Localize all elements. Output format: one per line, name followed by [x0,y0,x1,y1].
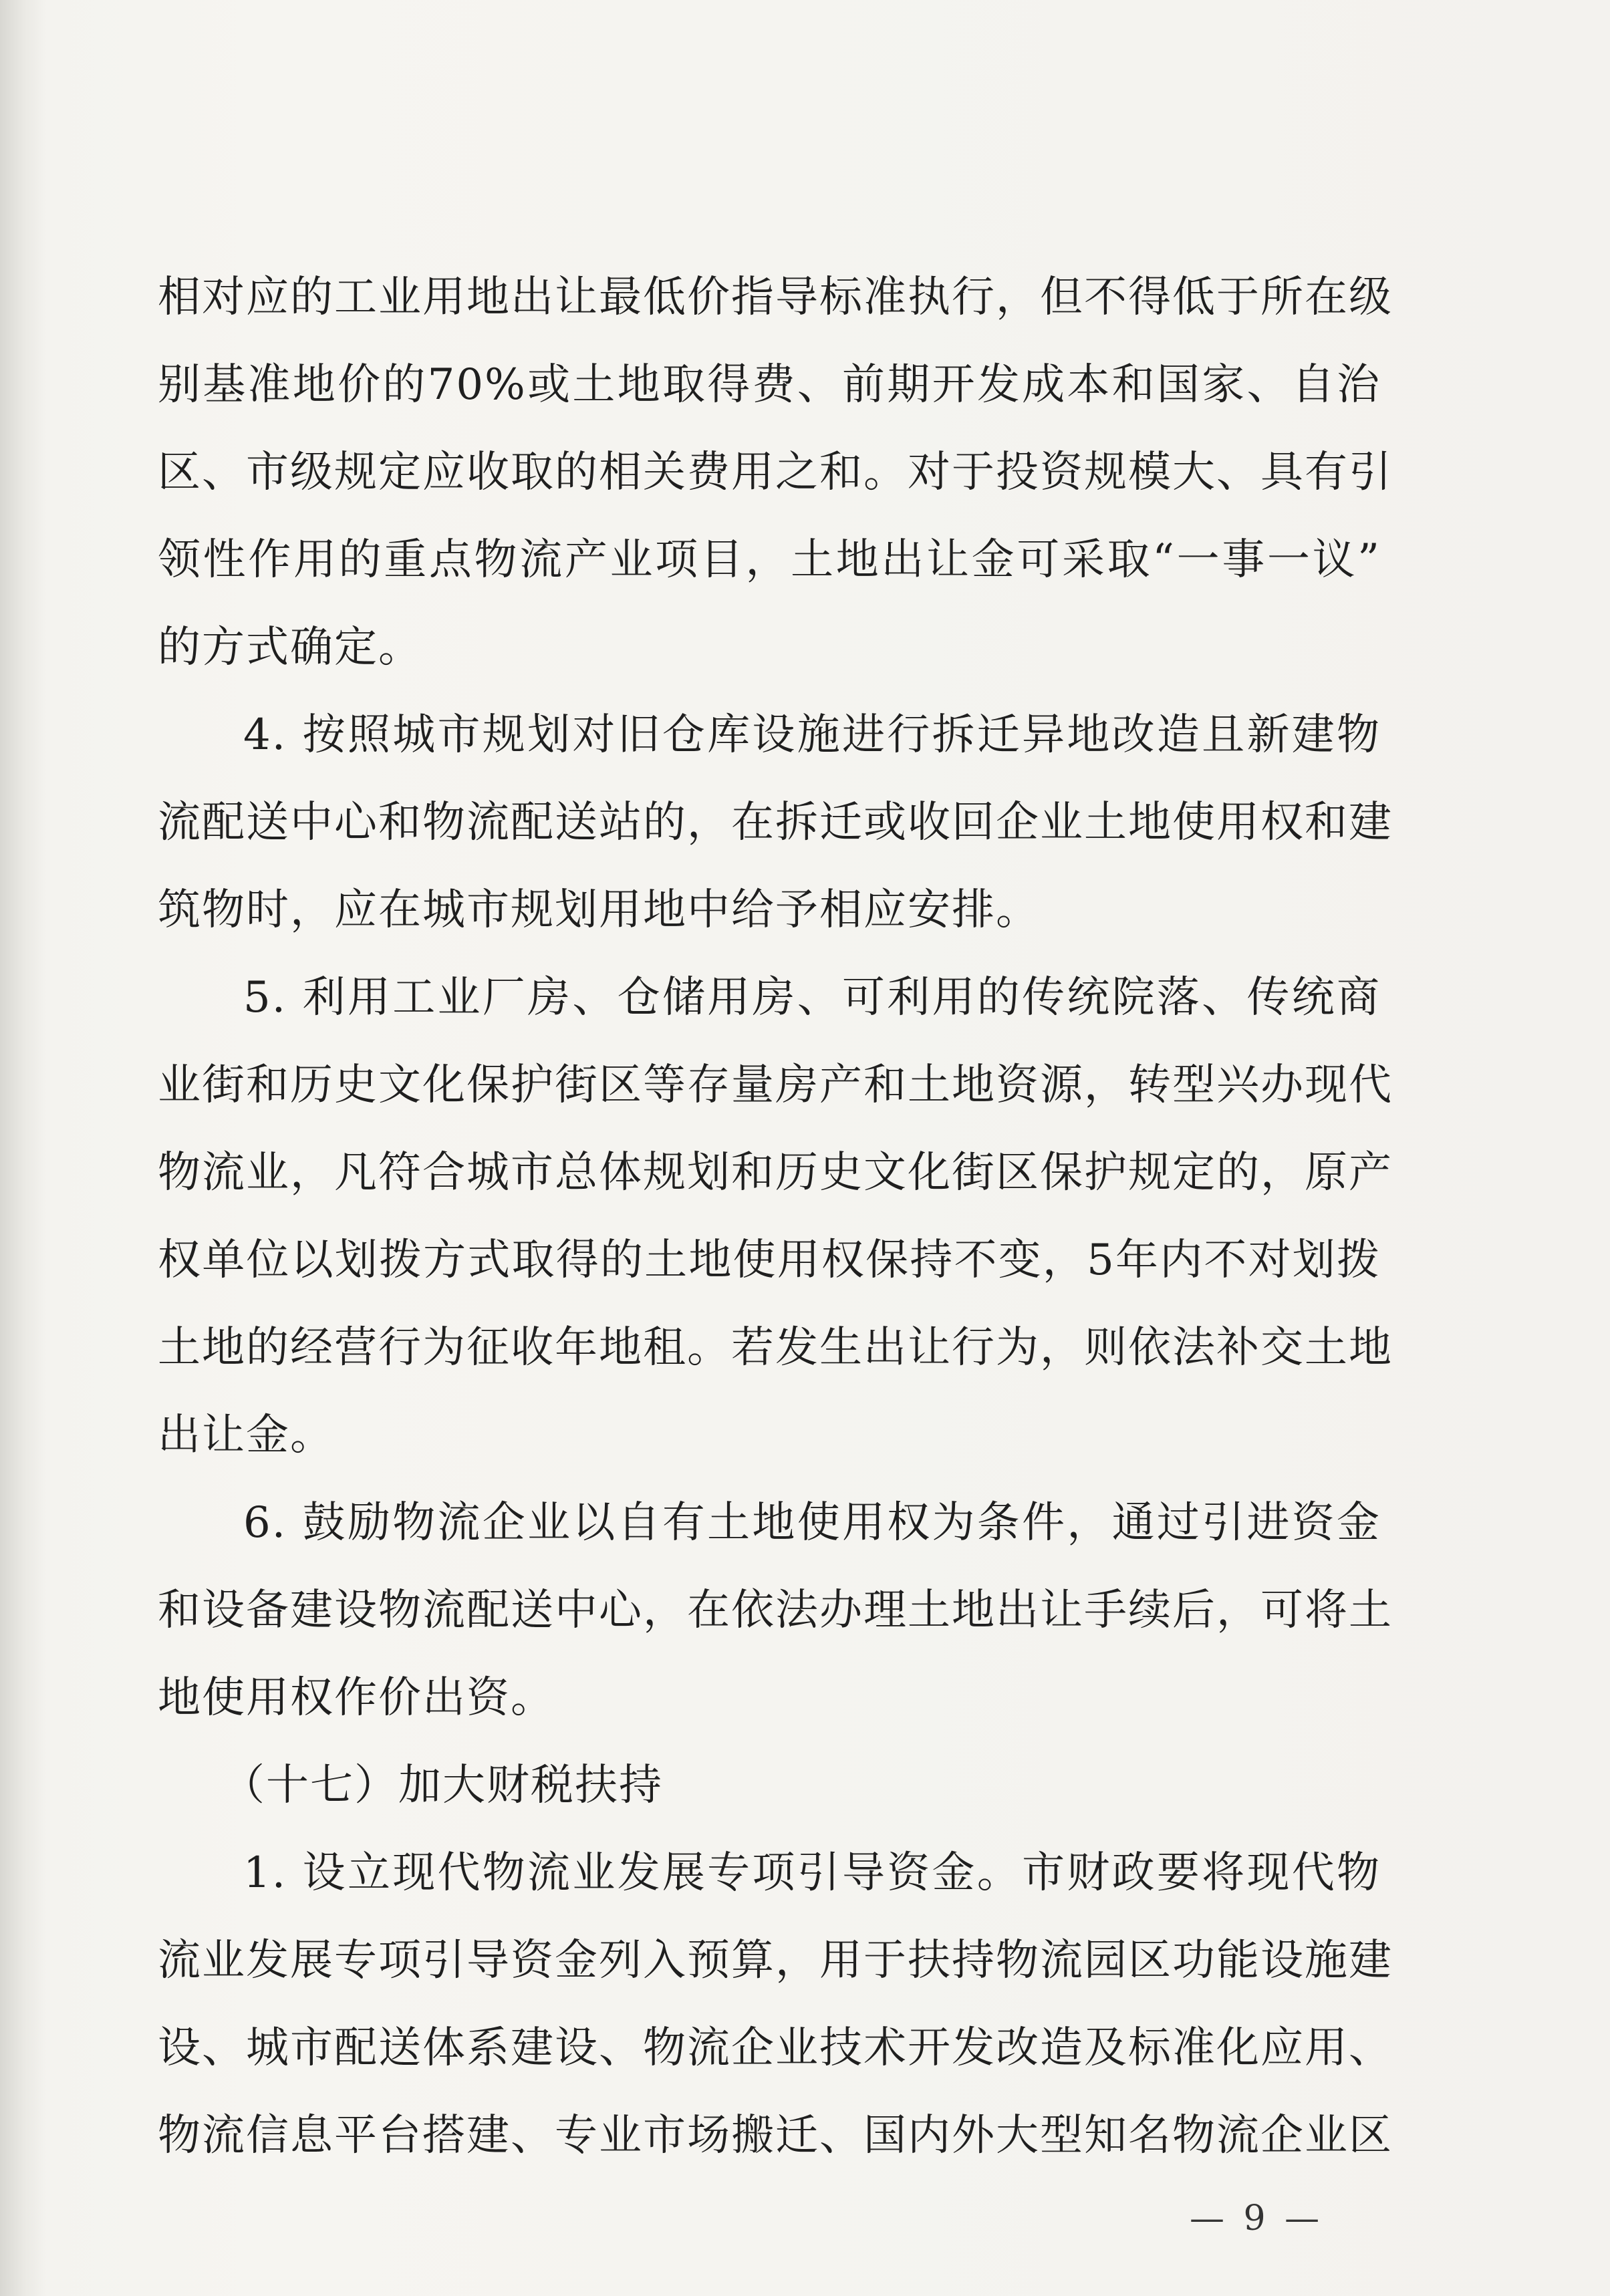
text-line: 别基准地价的70%或土地取得费、前期开发成本和国家、自治 [158,360,1381,410]
text-line: 相对应的工业用地出让最低价指导标准执行，但不得低于所在级 [158,273,1393,322]
section-heading: （十七）加大财税扶持 [222,1761,663,1810]
text-line: 业街和历史文化保护街区等存量房产和土地资源，转型兴办现代 [158,1060,1393,1110]
text-line: 地使用权作价出资。 [158,1673,555,1723]
page-number: — 9 — [1190,2198,1324,2239]
text-line: 出让金。 [158,1411,334,1460]
text-line: 流配送中心和物流配送站的，在拆迁或收回企业土地使用权和建 [158,798,1393,847]
paragraph-start: 1. 设立现代物流业发展专项引导资金。市财政要将现代物 [243,1848,1381,1898]
text-line: 筑物时，应在城市规划用地中给予相应安排。 [158,885,1040,935]
text-line: 和设备建设物流配送中心，在依法办理土地出让手续后，可将土 [158,1586,1393,1635]
text-line: 物流业，凡符合城市总体规划和历史文化街区保护规定的，原产 [158,1148,1393,1197]
text-line: 领性作用的重点物流产业项目，土地出让金可采取“一事一议” [158,535,1381,585]
text-line: 区、市级规定应收取的相关费用之和。对于投资规模大、具有引 [158,448,1393,497]
text-line: 物流信息平台搭建、专业市场搬迁、国内外大型知名物流企业区 [158,2111,1393,2160]
text-line: 土地的经营行为征收年地租。若发生出让行为，则依法补交土地 [158,1323,1393,1373]
paragraph-start: 6. 鼓励物流企业以自有土地使用权为条件，通过引进资金 [243,1498,1381,1548]
body-text [158,254,1393,2180]
binding-edge [0,0,47,2296]
text-line: 设、城市配送体系建设、物流企业技术开发改造及标准化应用、 [158,2023,1393,2073]
text-line: 流业发展专项引导资金列入预算，用于扶持物流园区功能设施建 [158,1936,1393,1985]
paragraph-start: 5. 利用工业厂房、仓储用房、可利用的传统院落、传统商 [243,973,1381,1022]
text-line: 的方式确定。 [158,623,422,672]
paragraph-start: 4. 按照城市规划对旧仓库设施进行拆迁异地改造且新建物 [243,710,1381,760]
text-line: 权单位以划拨方式取得的土地使用权保持不变，5年内不对划拨 [158,1236,1381,1285]
